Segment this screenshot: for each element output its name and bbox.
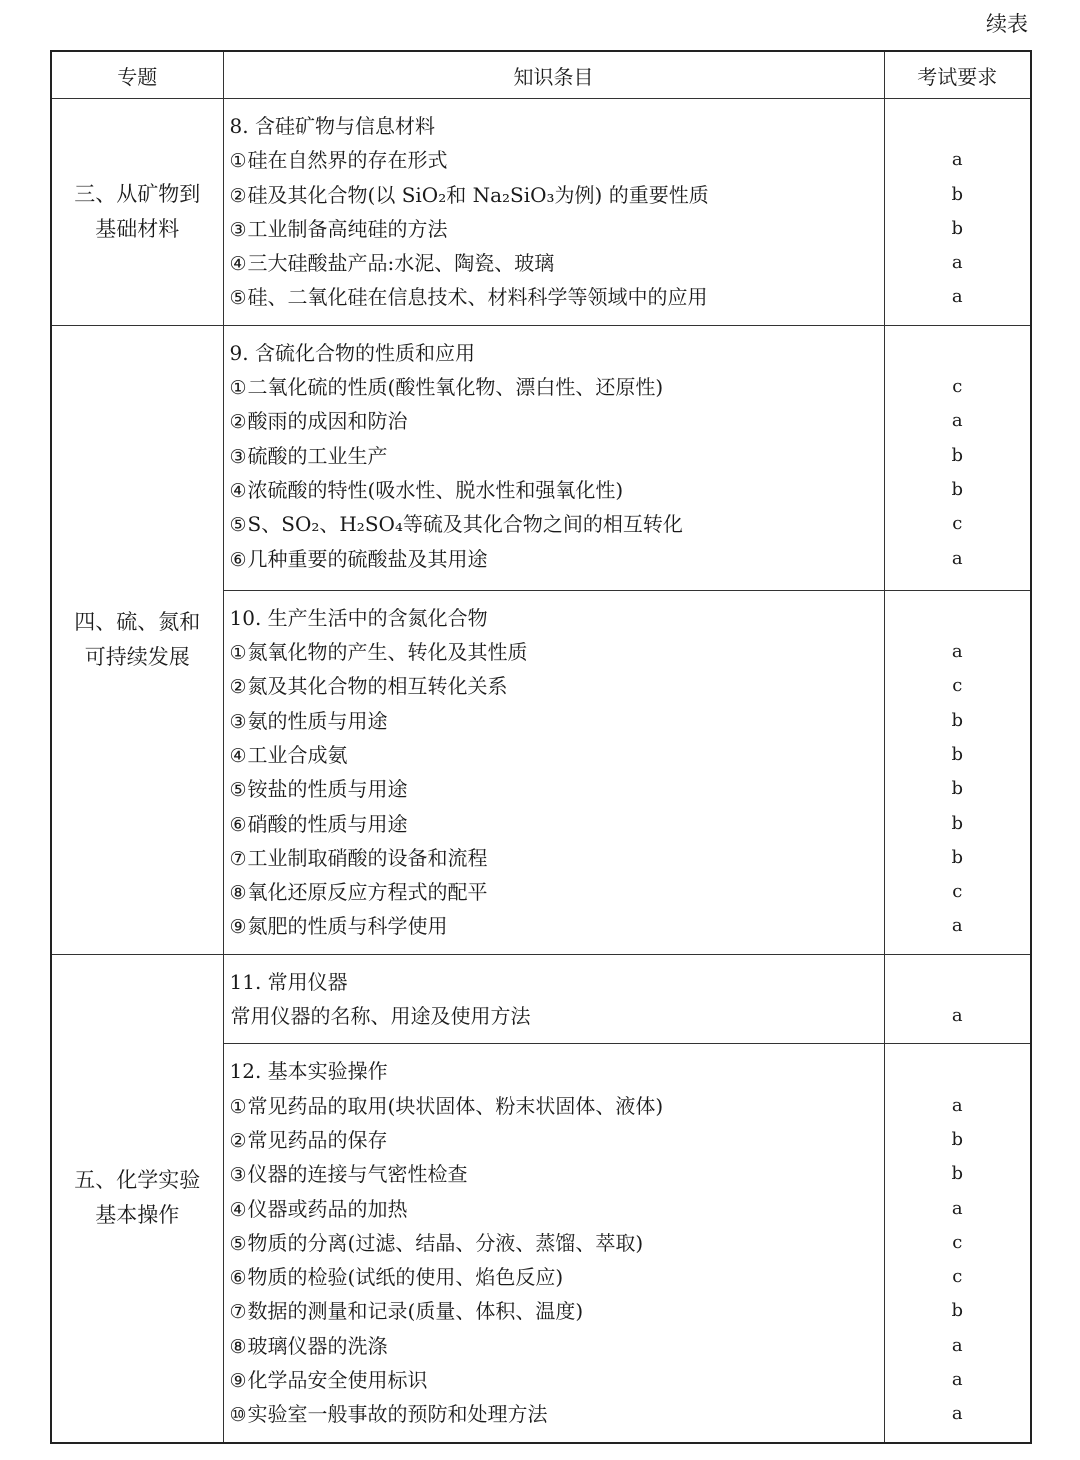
item-text: 常见药品的取用(块状固体、粉末状固体、液体) xyxy=(247,1093,664,1118)
topic-line: 三、从矿物到 xyxy=(74,181,201,206)
item-text: 硅、二氧化硅在信息技术、材料科学等领域中的应用 xyxy=(247,285,708,310)
item-number: ⑨ xyxy=(229,1370,247,1393)
item-number: ⑤ xyxy=(229,514,247,537)
knowledge-item xyxy=(230,1329,884,1363)
requirement-level: b xyxy=(951,709,964,731)
section-row-11 xyxy=(51,954,1031,1044)
knowledge-item xyxy=(230,1260,884,1294)
requirement-level: b xyxy=(951,778,964,800)
knowledge-item xyxy=(230,635,884,669)
item-text: 几种重要的硫酸盐及其用途 xyxy=(247,546,488,571)
requirement-spacer xyxy=(885,1054,1031,1088)
item-text: 玻璃仪器的洗涤 xyxy=(247,1333,388,1358)
topic-line: 基础材料 xyxy=(95,216,180,241)
requirement-level: a xyxy=(951,641,963,663)
item-text: 常见药品的保存 xyxy=(247,1127,388,1152)
item-text: 常用仪器的名称、用途及使用方法 xyxy=(230,1004,531,1029)
item-number: ③ xyxy=(229,710,247,733)
item-text: 仪器或药品的加热 xyxy=(247,1196,408,1221)
section-title: 8. 含硅矿物与信息材料 xyxy=(229,114,435,138)
requirement-level: a xyxy=(951,1005,963,1027)
item-text: 浓硫酸的特性(吸水性、脱水性和强氧化性) xyxy=(247,477,624,502)
requirement-level: b xyxy=(951,846,964,868)
item-text: 氮氧化物的产生、转化及其性质 xyxy=(247,640,528,665)
knowledge-item xyxy=(230,1397,884,1431)
requirement-level: a xyxy=(951,1369,963,1391)
requirement-spacer xyxy=(885,965,1031,999)
knowledge-item xyxy=(230,841,884,875)
knowledge-item xyxy=(230,875,884,909)
requirement-level: a xyxy=(951,1403,963,1425)
topic-cell-5 xyxy=(51,954,223,1442)
header-requirement: 考试要求 xyxy=(884,51,1031,99)
requirement-level: b xyxy=(951,444,964,466)
item-text: 物质的检验(试纸的使用、焰色反应) xyxy=(247,1265,564,1290)
knowledge-cell xyxy=(223,325,884,590)
requirement-level: b xyxy=(951,1300,964,1322)
item-number: ④ xyxy=(229,1198,247,1221)
requirement-cell xyxy=(884,99,1031,326)
item-text: 化学品安全使用标识 xyxy=(247,1368,428,1393)
item-text: 氨的性质与用途 xyxy=(247,708,388,733)
item-number: ⑥ xyxy=(229,1267,247,1290)
knowledge-item xyxy=(230,738,884,772)
requirement-level: b xyxy=(951,183,964,205)
knowledge-cell xyxy=(223,590,884,954)
knowledge-item xyxy=(230,1294,884,1328)
item-number: ⑧ xyxy=(229,1335,247,1358)
topic-line: 可持续发展 xyxy=(84,644,190,669)
requirement-level: c xyxy=(952,881,963,903)
item-text: 硝酸的性质与用途 xyxy=(247,811,408,836)
item-number: ⑦ xyxy=(229,1301,247,1324)
requirement-cell xyxy=(884,325,1031,590)
item-number: ③ xyxy=(229,445,247,468)
item-text: 工业合成氨 xyxy=(247,742,348,767)
item-text: S、SO₂、H₂SO₄等硫及其化合物之间的相互转化 xyxy=(247,512,683,537)
knowledge-item xyxy=(230,1123,884,1157)
knowledge-item xyxy=(230,404,884,438)
knowledge-item xyxy=(230,1363,884,1397)
item-number: ② xyxy=(229,184,247,207)
requirement-level: a xyxy=(951,1094,963,1116)
section-title: 12. 基本实验操作 xyxy=(229,1059,388,1084)
continued-label: 续表 xyxy=(986,12,1028,36)
item-number: ① xyxy=(229,377,247,400)
knowledge-item xyxy=(230,473,884,507)
section-title: 9. 含硫化合物的性质和应用 xyxy=(229,340,475,365)
requirement-level: c xyxy=(952,1266,963,1288)
item-number: ① xyxy=(229,1095,247,1118)
requirement-level: c xyxy=(952,675,963,697)
requirement-level: a xyxy=(951,547,963,569)
requirement-spacer xyxy=(885,109,1031,143)
requirement-level: a xyxy=(951,1334,963,1356)
knowledge-item xyxy=(230,772,884,806)
requirement-cell xyxy=(884,590,1031,954)
section-row-9 xyxy=(51,325,1031,590)
item-text: 硅在自然界的存在形式 xyxy=(247,148,448,173)
item-number: ④ xyxy=(229,744,247,767)
item-number: ⑧ xyxy=(229,882,247,905)
topic-line: 四、硫、氮和 xyxy=(74,609,201,634)
knowledge-item xyxy=(230,439,884,473)
knowledge-cell xyxy=(223,954,884,1044)
item-number: ⑤ xyxy=(229,287,247,310)
requirement-level: c xyxy=(952,376,963,398)
requirement-level: a xyxy=(951,1197,963,1219)
item-text: 硫酸的工业生产 xyxy=(247,443,388,468)
item-text: 工业制备高纯硅的方法 xyxy=(247,216,448,241)
knowledge-item xyxy=(230,1157,884,1191)
requirement-level: b xyxy=(951,217,964,239)
topic-cell-3 xyxy=(51,99,223,326)
knowledge-item xyxy=(230,246,884,280)
section-title: 11. 常用仪器 xyxy=(229,969,348,994)
requirement-level: b xyxy=(951,478,964,500)
knowledge-cell xyxy=(223,99,884,326)
knowledge-item xyxy=(230,669,884,703)
item-number: ⑥ xyxy=(229,813,247,836)
knowledge-item xyxy=(230,143,884,177)
item-number: ⑤ xyxy=(229,779,247,802)
item-number: ③ xyxy=(229,218,247,241)
knowledge-item xyxy=(230,178,884,212)
knowledge-item xyxy=(230,212,884,246)
item-number: ① xyxy=(229,150,247,173)
syllabus-table xyxy=(50,50,1032,1444)
topic-cell-4 xyxy=(51,325,223,954)
header-topic: 专题 xyxy=(51,51,223,99)
requirement-level: b xyxy=(951,812,964,834)
requirement-level: a xyxy=(951,915,963,937)
item-text: 实验室一般事故的预防和处理方法 xyxy=(247,1402,548,1427)
item-text: 硅及其化合物(以 SiO₂和 Na₂SiO₃为例) 的重要性质 xyxy=(247,182,709,207)
requirement-spacer xyxy=(885,336,1031,370)
knowledge-item xyxy=(230,807,884,841)
knowledge-item xyxy=(230,542,884,576)
knowledge-item xyxy=(230,1192,884,1226)
topic-line: 五、化学实验 xyxy=(74,1168,201,1193)
requirement-level: c xyxy=(952,513,963,535)
requirement-level: a xyxy=(951,410,963,432)
item-number: ⑤ xyxy=(229,1232,247,1255)
item-text: 氮肥的性质与科学使用 xyxy=(247,914,448,939)
requirement-level: a xyxy=(951,149,963,171)
requirement-level: b xyxy=(951,1163,964,1185)
requirement-spacer xyxy=(885,601,1031,635)
item-text: 物质的分离(过滤、结晶、分液、蒸馏、萃取) xyxy=(247,1230,644,1255)
item-text: 酸雨的成因和防治 xyxy=(247,409,408,434)
requirement-level: a xyxy=(951,252,963,274)
knowledge-item xyxy=(230,704,884,738)
item-text: 铵盐的性质与用途 xyxy=(247,777,408,802)
item-number: ② xyxy=(229,676,247,699)
item-text: 仪器的连接与气密性检查 xyxy=(247,1162,468,1187)
item-number: ③ xyxy=(229,1164,247,1187)
knowledge-item xyxy=(230,370,884,404)
knowledge-item xyxy=(230,1226,884,1260)
requirement-level: b xyxy=(951,743,964,765)
topic-line: 基本操作 xyxy=(95,1203,180,1228)
knowledge-item xyxy=(230,280,884,314)
requirement-cell xyxy=(884,954,1031,1044)
item-number: ④ xyxy=(229,253,247,276)
requirement-level: a xyxy=(951,286,963,308)
header-row xyxy=(51,51,1031,99)
section-row-8 xyxy=(51,99,1031,326)
knowledge-item xyxy=(230,507,884,541)
knowledge-cell xyxy=(223,1044,884,1443)
item-number: ④ xyxy=(229,479,247,502)
section-title: 10. 生产生活中的含氮化合物 xyxy=(229,605,488,630)
item-text: 三大硅酸盐产品:水泥、陶瓷、玻璃 xyxy=(247,251,555,276)
requirement-level: b xyxy=(951,1128,964,1150)
item-text: 数据的测量和记录(质量、体积、温度) xyxy=(247,1299,584,1324)
item-number: ⑩ xyxy=(229,1404,247,1427)
knowledge-item xyxy=(230,1089,884,1123)
item-number: ② xyxy=(229,411,247,434)
knowledge-item xyxy=(230,909,884,943)
requirement-level: c xyxy=(952,1231,963,1253)
item-text: 氧化还原反应方程式的配平 xyxy=(247,880,488,905)
item-number: ② xyxy=(229,1129,247,1152)
item-text: 氮及其化合物的相互转化关系 xyxy=(247,674,508,699)
item-text: 工业制取硝酸的设备和流程 xyxy=(247,845,488,870)
knowledge-item xyxy=(230,999,884,1033)
item-number: ⑨ xyxy=(229,916,247,939)
item-text: 二氧化硫的性质(酸性氧化物、漂白性、还原性) xyxy=(247,375,664,400)
item-number: ⑦ xyxy=(229,847,247,870)
requirement-cell xyxy=(884,1044,1031,1443)
header-knowledge: 知识条目 xyxy=(223,51,884,99)
item-number: ① xyxy=(229,642,247,665)
item-number: ⑥ xyxy=(229,548,247,571)
